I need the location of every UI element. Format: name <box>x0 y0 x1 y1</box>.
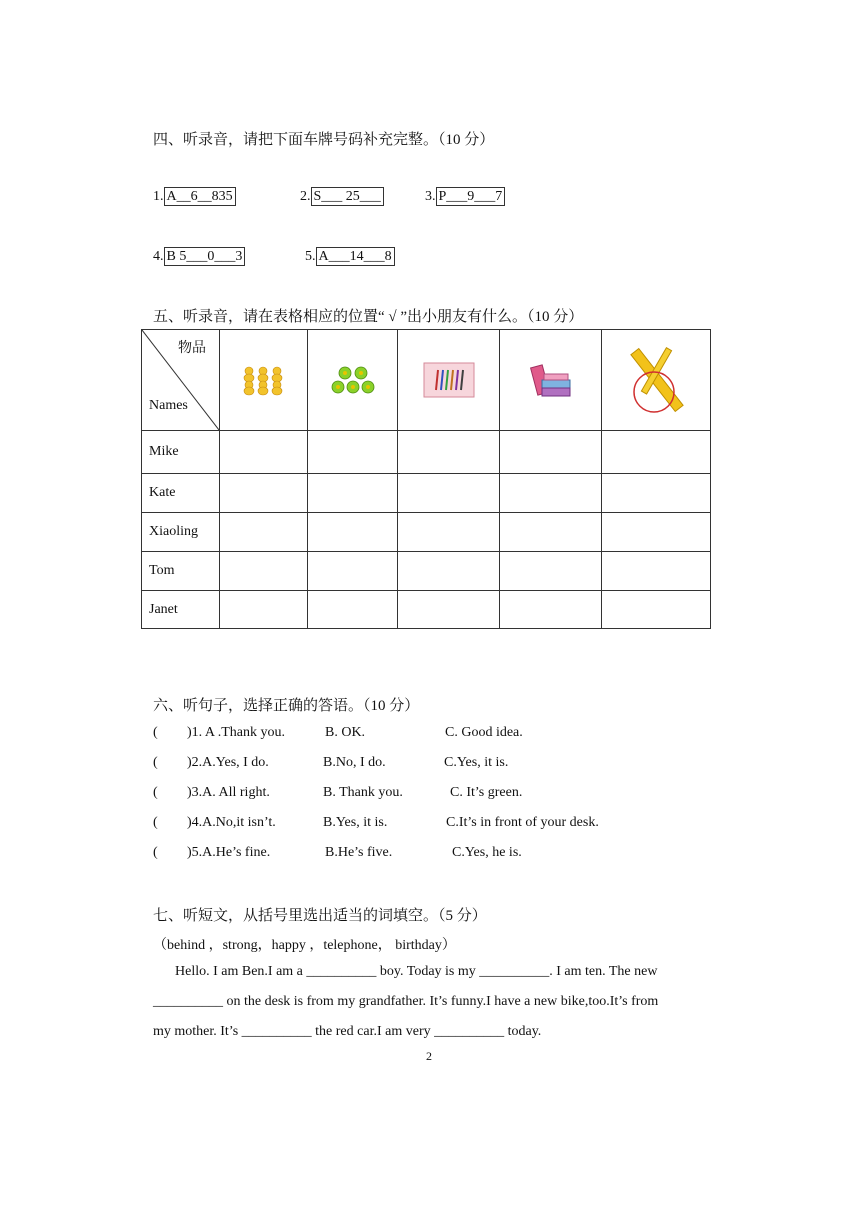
question-2-option-a: )2.A.Yes, I do. <box>187 755 269 770</box>
question-4-paren: ( <box>153 815 158 830</box>
header-names-label: Names <box>149 398 188 413</box>
answer-cell[interactable] <box>602 552 711 591</box>
answer-cell[interactable] <box>308 474 398 513</box>
answer-cell[interactable] <box>500 431 602 474</box>
ruler-picture <box>602 340 710 420</box>
question-1-option-b: B. OK. <box>325 725 366 740</box>
section4-title: 四、听录音，请把下面车牌号码补充完整。（10 分） <box>153 132 495 148</box>
plate-box: S___ 25___ <box>311 187 384 206</box>
table-header-corner <box>142 330 220 431</box>
plate-1 <box>153 187 236 206</box>
question-2-paren: ( <box>153 755 158 770</box>
page-number: 2 <box>426 1049 432 1063</box>
answer-cell[interactable] <box>500 513 602 552</box>
plate-number: 1. <box>153 189 164 204</box>
plate-number: 2. <box>300 189 311 204</box>
passage-line-2: __________ on the desk is from my grandfather. It’s funny.I have a new bike,too.It’s from <box>153 994 659 1009</box>
question-5-option-a: )5.A.He’s fine. <box>187 845 271 860</box>
question-1-option-a: )1. A .Thank you. <box>187 725 285 740</box>
plate-box: B 5___0___3 <box>164 247 246 266</box>
header-item-label: 物品 <box>178 341 206 356</box>
section7-title: 七、听短文，从括号里选出适当的词填空。（5 分） <box>153 908 487 924</box>
question-1-option-c: C. Good idea. <box>445 725 523 740</box>
answer-cell[interactable] <box>398 431 500 474</box>
name-cell: Tom <box>142 552 220 591</box>
answer-cell[interactable] <box>308 591 398 629</box>
question-3-paren: ( <box>153 785 158 800</box>
question-5-option-c: C.Yes, he is. <box>452 845 522 860</box>
plate-5 <box>305 247 395 266</box>
ducks-picture <box>220 364 307 396</box>
word-bank: （behind ，strong，happy ，telephone， birthday） <box>153 938 456 953</box>
answer-cell[interactable] <box>308 513 398 552</box>
pencils-cell <box>398 330 500 431</box>
answer-cell[interactable] <box>398 474 500 513</box>
question-2-option-b: B.No, I do. <box>323 755 386 770</box>
answer-cell[interactable] <box>500 474 602 513</box>
apples-cell <box>308 330 398 431</box>
answer-cell[interactable] <box>220 591 308 629</box>
answer-cell[interactable] <box>398 513 500 552</box>
question-4-option-c: C.It’s in front of your desk. <box>446 815 599 830</box>
plate-2 <box>300 187 384 206</box>
books-cell <box>500 330 602 431</box>
name-cell: Kate <box>142 474 220 513</box>
books-picture <box>500 360 601 400</box>
apples-picture <box>308 365 397 395</box>
items-table <box>141 329 711 629</box>
answer-cell[interactable] <box>220 474 308 513</box>
plate-number: 3. <box>425 189 436 204</box>
question-3-option-b: B. Thank you. <box>323 785 403 800</box>
section6-title: 六、听句子，选择正确的答语。（10 分） <box>153 698 420 714</box>
answer-cell[interactable] <box>220 431 308 474</box>
answer-cell[interactable] <box>308 431 398 474</box>
answer-cell[interactable] <box>602 591 711 629</box>
answer-cell[interactable] <box>602 513 711 552</box>
question-2-option-c: C.Yes, it is. <box>444 755 509 770</box>
ruler-cell <box>602 330 711 431</box>
plate-number: 5. <box>305 249 316 264</box>
name-cell: Mike <box>142 431 220 474</box>
section5-title: 五、听录音，请在表格相应的位置“ √ ”出小朋友有什么。（10 分） <box>153 309 584 325</box>
question-4-option-b: B.Yes, it is. <box>323 815 388 830</box>
answer-cell[interactable] <box>308 552 398 591</box>
plate-3 <box>425 187 505 206</box>
answer-cell[interactable] <box>602 431 711 474</box>
answer-cell[interactable] <box>500 552 602 591</box>
plate-4 <box>153 247 245 266</box>
question-5-paren: ( <box>153 845 158 860</box>
passage-line-3: my mother. It’s __________ the red car.I am very __________ today. <box>153 1024 542 1039</box>
answer-cell[interactable] <box>398 591 500 629</box>
plate-box: A___14___8 <box>316 247 395 266</box>
plate-box: P___9___7 <box>436 187 506 206</box>
question-3-option-a: )3.A. All right. <box>187 785 270 800</box>
plate-number: 4. <box>153 249 164 264</box>
ducks-cell <box>220 330 308 431</box>
answer-cell[interactable] <box>500 591 602 629</box>
plate-box: A__6__835 <box>164 187 236 206</box>
answer-cell[interactable] <box>220 552 308 591</box>
pencils-picture <box>398 360 499 400</box>
name-cell: Janet <box>142 591 220 629</box>
question-5-option-b: B.He’s five. <box>325 845 393 860</box>
answer-cell[interactable] <box>398 552 500 591</box>
question-4-option-a: )4.A.No,it isn’t. <box>187 815 276 830</box>
answer-cell[interactable] <box>220 513 308 552</box>
name-cell: Xiaoling <box>142 513 220 552</box>
question-3-option-c: C. It’s green. <box>450 785 523 800</box>
answer-cell[interactable] <box>602 474 711 513</box>
passage-line-1: Hello. I am Ben.I am a __________ boy. Today is my __________. I am ten. The new <box>175 964 658 979</box>
question-1-paren: ( <box>153 725 158 740</box>
